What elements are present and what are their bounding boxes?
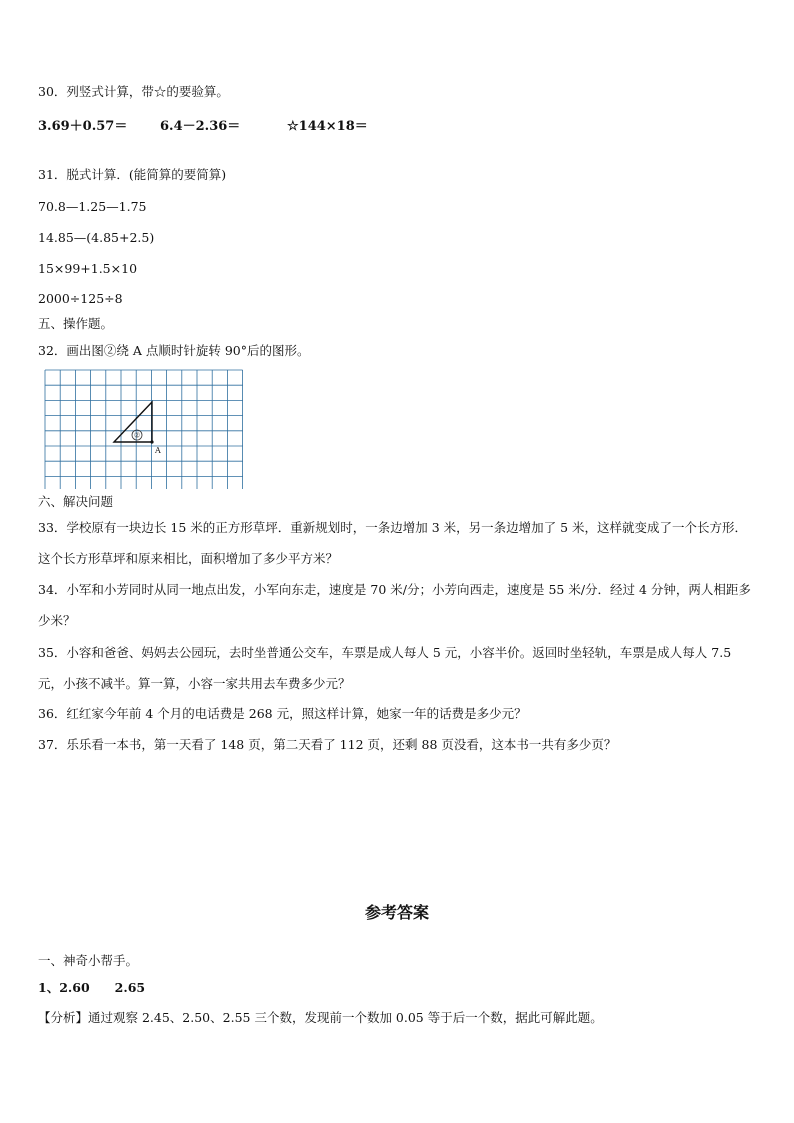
point-a-dot	[150, 440, 153, 443]
shape-number-label: ②	[133, 431, 141, 440]
q36-text: 36．红红家今年前 4 个月的电话费是 268 元，照这样计算，她家一年的话费是多少元？	[38, 706, 527, 721]
q30-label: 30．列竖式计算，带☆的要验算。	[38, 84, 229, 99]
point-a-label: A	[155, 446, 161, 455]
q31-item-1: 70.8—1.25—1.75	[38, 199, 147, 214]
answers-title: 参考答案	[364, 903, 429, 922]
q31-label: 31．脱式计算．(能简算的要简算)	[38, 167, 227, 182]
q30-item-3: ☆144×18＝	[287, 119, 368, 134]
q33-text: 33．学校原有一块边长 15 米的正方形草坪．重新规划时，一条边增加 3 米，另一条边增加了 5 米，这样就变成了一个长方形．这个长方形草坪和原来相比，面积增加了多少平方米？	[38, 520, 748, 566]
grid-lines	[45, 370, 243, 489]
q31-item-3: 15×99+1.5×10	[38, 261, 138, 276]
answer-1-analysis: 【分析】通过观察 2.45、2.50、2.55 三个数，发现前一个数加 0.05 等于后一个数，据此可解此题。	[38, 1010, 603, 1025]
q30-item-1: 3.69＋0.57＝	[38, 119, 128, 134]
section5-heading: 五、操作题。	[38, 316, 114, 331]
q31-item-4: 2000÷125÷8	[38, 291, 123, 306]
q37-text: 37．乐乐看一本书，第一天看了 148 页，第二天看了 112 页，还剩 88 页没看，这本书一共有多少页？	[38, 737, 617, 752]
q35-text: 35．小容和爸爸、妈妈去公园玩，去时坐普通公交车，车票是成人每人 5 元，小容半价。返回时坐轻轨，车票是成人每人 7.5 元，小孩不减半。算一算，小容一家共用去车费多少元？	[38, 645, 732, 691]
q31-item-2: 14.85—(4.85+2.5)	[38, 230, 155, 245]
answers-section1-heading: 一、神奇小帮手。	[38, 953, 139, 968]
q30-item-2: 6.4－2.36＝	[160, 119, 241, 134]
section6-heading: 六、解决问题	[38, 494, 114, 509]
q32-label: 32．画出图②绕 A 点顺时针旋转 90°后的图形。	[38, 343, 310, 358]
answer-1: 1、2.60 2.65	[38, 980, 146, 995]
q32-grid-figure	[44, 369, 244, 489]
q34-text: 34．小军和小芳同时从同一地点出发，小军向东走，速度是 70 米/分；小芳向西走，速度是 55 米/分．经过 4 分钟，两人相距多少米？	[38, 582, 751, 628]
